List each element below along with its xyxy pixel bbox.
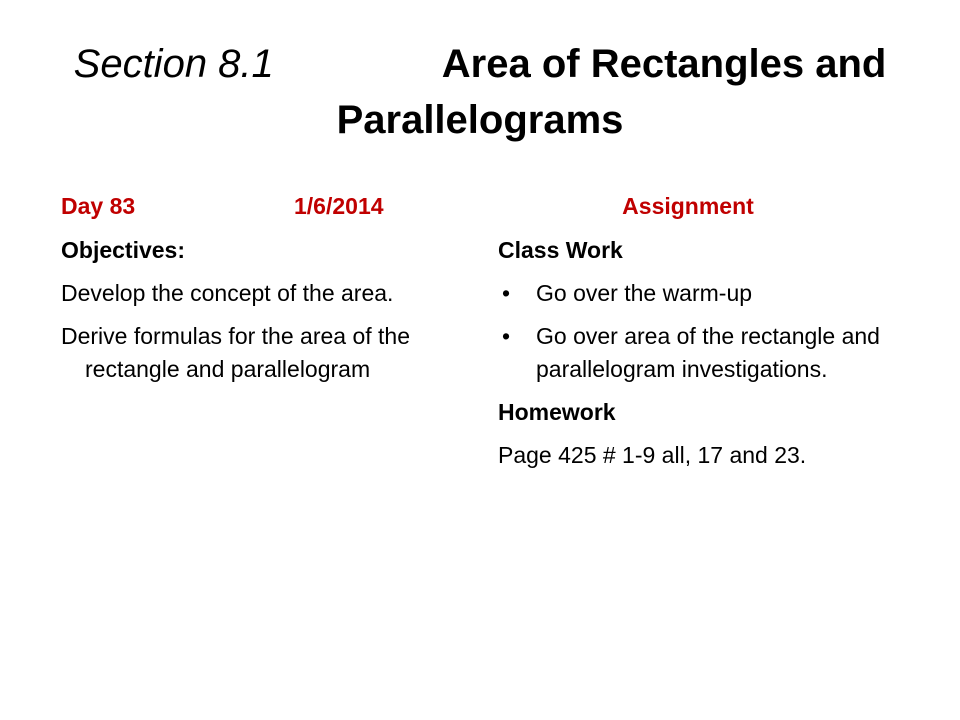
slide-title (40, 36, 920, 148)
classwork-item-text: Go over the warm-up (536, 280, 753, 306)
list-item (498, 320, 918, 386)
classwork-heading: Class Work (498, 237, 623, 263)
objective-item: Develop the concept of the area. (61, 280, 394, 306)
classwork-item-text: Go over area of the rectangle and parallelogram investigations. (536, 323, 880, 382)
title-main: Area of Rectangles and Parallelograms (336, 42, 887, 142)
bullet-icon: • (502, 280, 511, 306)
right-column (498, 190, 918, 472)
bullet-icon: • (502, 323, 511, 349)
list-item (498, 277, 918, 310)
classwork-list (498, 277, 918, 386)
day-date-line (61, 190, 461, 223)
left-column (61, 190, 461, 396)
homework-text: Page 425 # 1-9 all, 17 and 23. (498, 442, 807, 468)
day-label: Day 83 (61, 193, 136, 219)
homework-heading: Homework (498, 399, 616, 425)
objectives-heading: Objectives: (61, 237, 185, 263)
assignment-heading: Assignment (622, 193, 754, 219)
date-label: 1/6/2014 (294, 193, 384, 219)
section-number: Section 8.1 (73, 42, 274, 86)
objective-item: Derive formulas for the area of the rectangle and parallelogram (61, 323, 410, 382)
